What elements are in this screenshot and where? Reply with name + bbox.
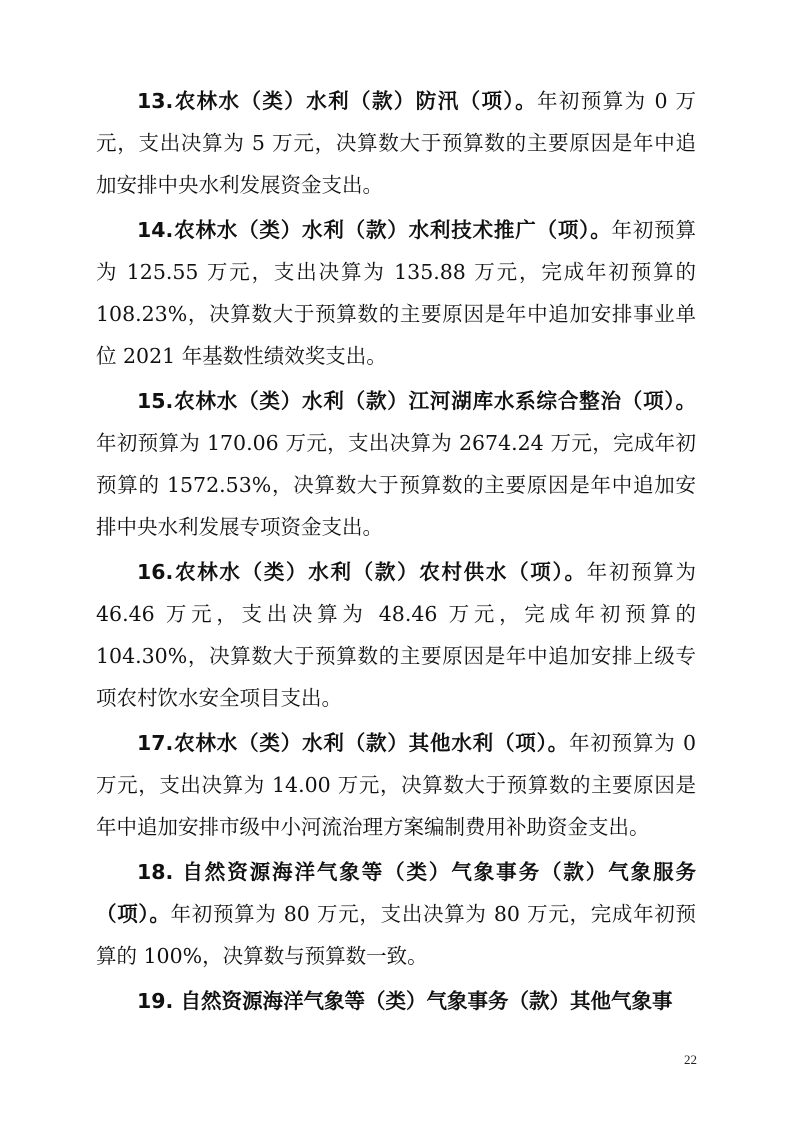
paragraph-text: 年初预算为 0 万元，支出决算为 5 万元，决算数大于预算数的主要原因是年中追加安排中央水利发展资金支出。 [96, 89, 696, 197]
paragraph-13 [96, 80, 696, 206]
paragraph-15 [96, 380, 696, 548]
paragraph-16 [96, 551, 696, 719]
paragraph-heading: 15.农林水（类）水利（款）江河湖库水系综合整治（项）。 [137, 389, 696, 413]
document-body [96, 80, 696, 1025]
paragraph-heading: 19. 自然资源海洋气象等（类）气象事务（款）其他气象事 [137, 989, 673, 1013]
paragraph-18 [96, 851, 696, 977]
paragraph-text: 年初预算为 170.06 万元，支出决算为 2674.24 万元，完成年初预算的 1572.53%，决算数大于预算数的主要原因是年中追加安排中央水利发展专项资金支出。 [96, 431, 696, 539]
paragraph-text: 年初预算为 80 万元，支出决算为 80 万元，完成年初预算的 100%，决算数与预算数一致。 [96, 902, 696, 968]
page-number: 22 [684, 1052, 697, 1067]
paragraph-text: 年初预算为 46.46 万元，支出决算为 48.46 万元，完成年初预算的 104.30%，决算数大于预算数的主要原因是年中追加安排上级专项农村饮水安全项目支出。 [96, 560, 696, 710]
paragraph-heading: 14.农林水（类）水利（款）水利技术推广（项）。 [137, 218, 612, 242]
paragraph-heading: 18. 自然资源海洋气象等（类）气象事务（款）气象服务（项）。 [96, 860, 696, 926]
paragraph-heading: 17.农林水（类）水利（款）其他水利（项）。 [137, 731, 569, 755]
paragraph-heading: 13.农林水（类）水利（款）防汛（项）。 [137, 89, 538, 113]
paragraph-14 [96, 209, 696, 377]
paragraph-19 [96, 980, 696, 1022]
paragraph-17 [96, 722, 696, 848]
paragraph-heading: 16.农林水（类）水利（款）农村供水（项）。 [137, 560, 587, 584]
paragraph-text: 年初预算为 0 万元，支出决算为 14.00 万元，决算数大于预算数的主要原因是年中追加安排市级中小河流治理方案编制费用补助资金支出。 [96, 731, 696, 839]
paragraph-text: 年初预算为 125.55 万元，支出决算为 135.88 万元，完成年初预算的 108.23%，决算数大于预算数的主要原因是年中追加安排事业单位 2021 年基数性绩效奖支出。 [96, 218, 696, 368]
